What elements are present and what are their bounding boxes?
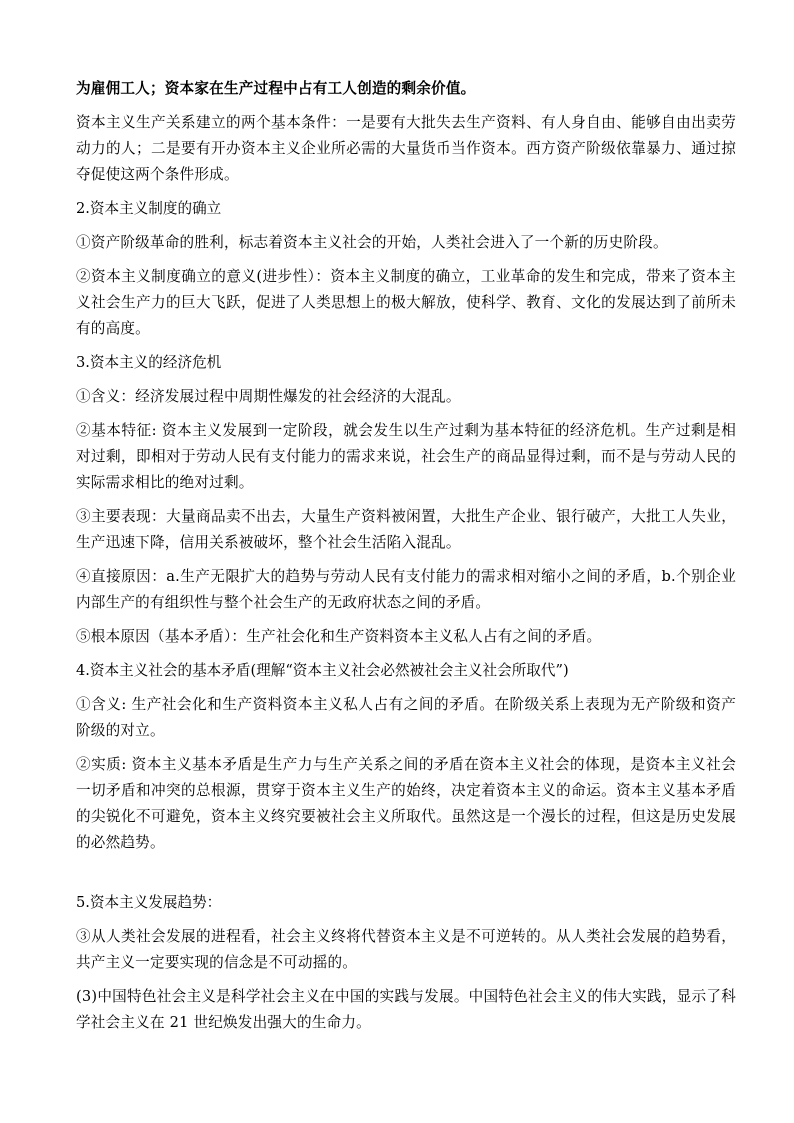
paragraph-3-1: ①含义：经济发展过程中周期性爆发的社会经济的大混乱。 bbox=[76, 388, 461, 405]
paragraph-4-2: ②实质: 资本主义基本矛盾是生产力与生产关系之间的矛盾在资本主义社会的体现，是资本主义社会一切矛盾和冲突的总根源，贯穿于资本主义生产的始终，决定着资本主义的命运。资本主义基本矛盾的尖锐化不可避免，资本主义终究要被社会主义所取代。虽然这是一个漫长的过程，但这是历史发展的必然趋势。 bbox=[76, 756, 736, 851]
paragraph-basic-conditions: 资本主义生产关系建立的两个基本条件：一是要有大批失去生产资料、有人身自由、能够自由出卖劳动力的人；二是要有开办资本主义企业所必需的大量货币当作资本。西方资产阶级依靠暴力、通过掠夺促使这两个条件形成。 bbox=[76, 114, 736, 183]
spacer bbox=[76, 864, 736, 890]
heading-section-4: 4.资本主义社会的基本矛盾(理解“资本主义社会必然被社会主义社会所取代”) bbox=[76, 662, 569, 679]
document-page bbox=[76, 76, 736, 1044]
paragraph-2-2: ②资本主义制度确立的意义(进步性）：资本主义制度的确立，工业革命的发生和完成，带来了资本主义社会生产力的巨大飞跃，促进了人类思想上的极大解放，使科学、教育、文化的发展达到了前所未有的高度。 bbox=[76, 268, 736, 337]
heading-section-3: 3.资本主义的经济危机 bbox=[76, 354, 222, 371]
heading-section-2: 2.资本主义制度的确立 bbox=[76, 200, 222, 217]
paragraph-3-5: ⑤根本原因（基本矛盾）：生产社会化和生产资料资本主义私人占有之间的矛盾。 bbox=[76, 628, 602, 645]
paragraph-2-1: ①资产阶级革命的胜利，标志着资本主义社会的开始，人类社会进入了一个新的历史阶段。 bbox=[76, 234, 668, 251]
paragraph-3-3: ③主要表现：大量商品卖不出去，大量生产资料被闲置，大批生产企业、银行破产，大批工人失业，生产迅速下降，信用关系被破坏，整个社会生活陷入混乱。 bbox=[76, 508, 736, 551]
heading-section-5: 5.资本主义发展趋势： bbox=[76, 894, 222, 911]
paragraph-5-2: (3)中国特色社会主义是科学社会主义在中国的实践与发展。中国特色社会主义的伟大实践，显示了科学社会主义在 21 世纪焕发出强大的生命力。 bbox=[76, 988, 736, 1031]
paragraph-3-4: ④直接原因：a.生产无限扩大的趋势与劳动人民有支付能力的需求相对缩小之间的矛盾，b.个别企业内部生产的有组织性与整个社会生产的无政府状态之间的矛盾。 bbox=[76, 568, 736, 611]
paragraph-5-1: ③从人类社会发展的进程看，社会主义终将代替资本主义是不可逆转的。从人类社会发展的趋势看，共产主义一定要实现的信念是不可动摇的。 bbox=[76, 928, 736, 971]
paragraph-3-2: ②基本特征: 资本主义发展到一定阶段，就会发生以生产过剩为基本特征的经济危机。生产过剩是相对过剩，即相对于劳动人民有支付能力的需求来说，社会生产的商品显得过剩，而不是与劳动人民的实际需求相比的绝对过剩。 bbox=[76, 422, 736, 491]
paragraph-4-1: ①含义: 生产社会化和生产资料资本主义私人占有之间的矛盾。在阶级关系上表现为无产阶级和资产阶级的对立。 bbox=[76, 696, 736, 739]
intro-bold-line: 为雇佣工人；资本家在生产过程中占有工人创造的剩余价值。 bbox=[76, 80, 476, 97]
